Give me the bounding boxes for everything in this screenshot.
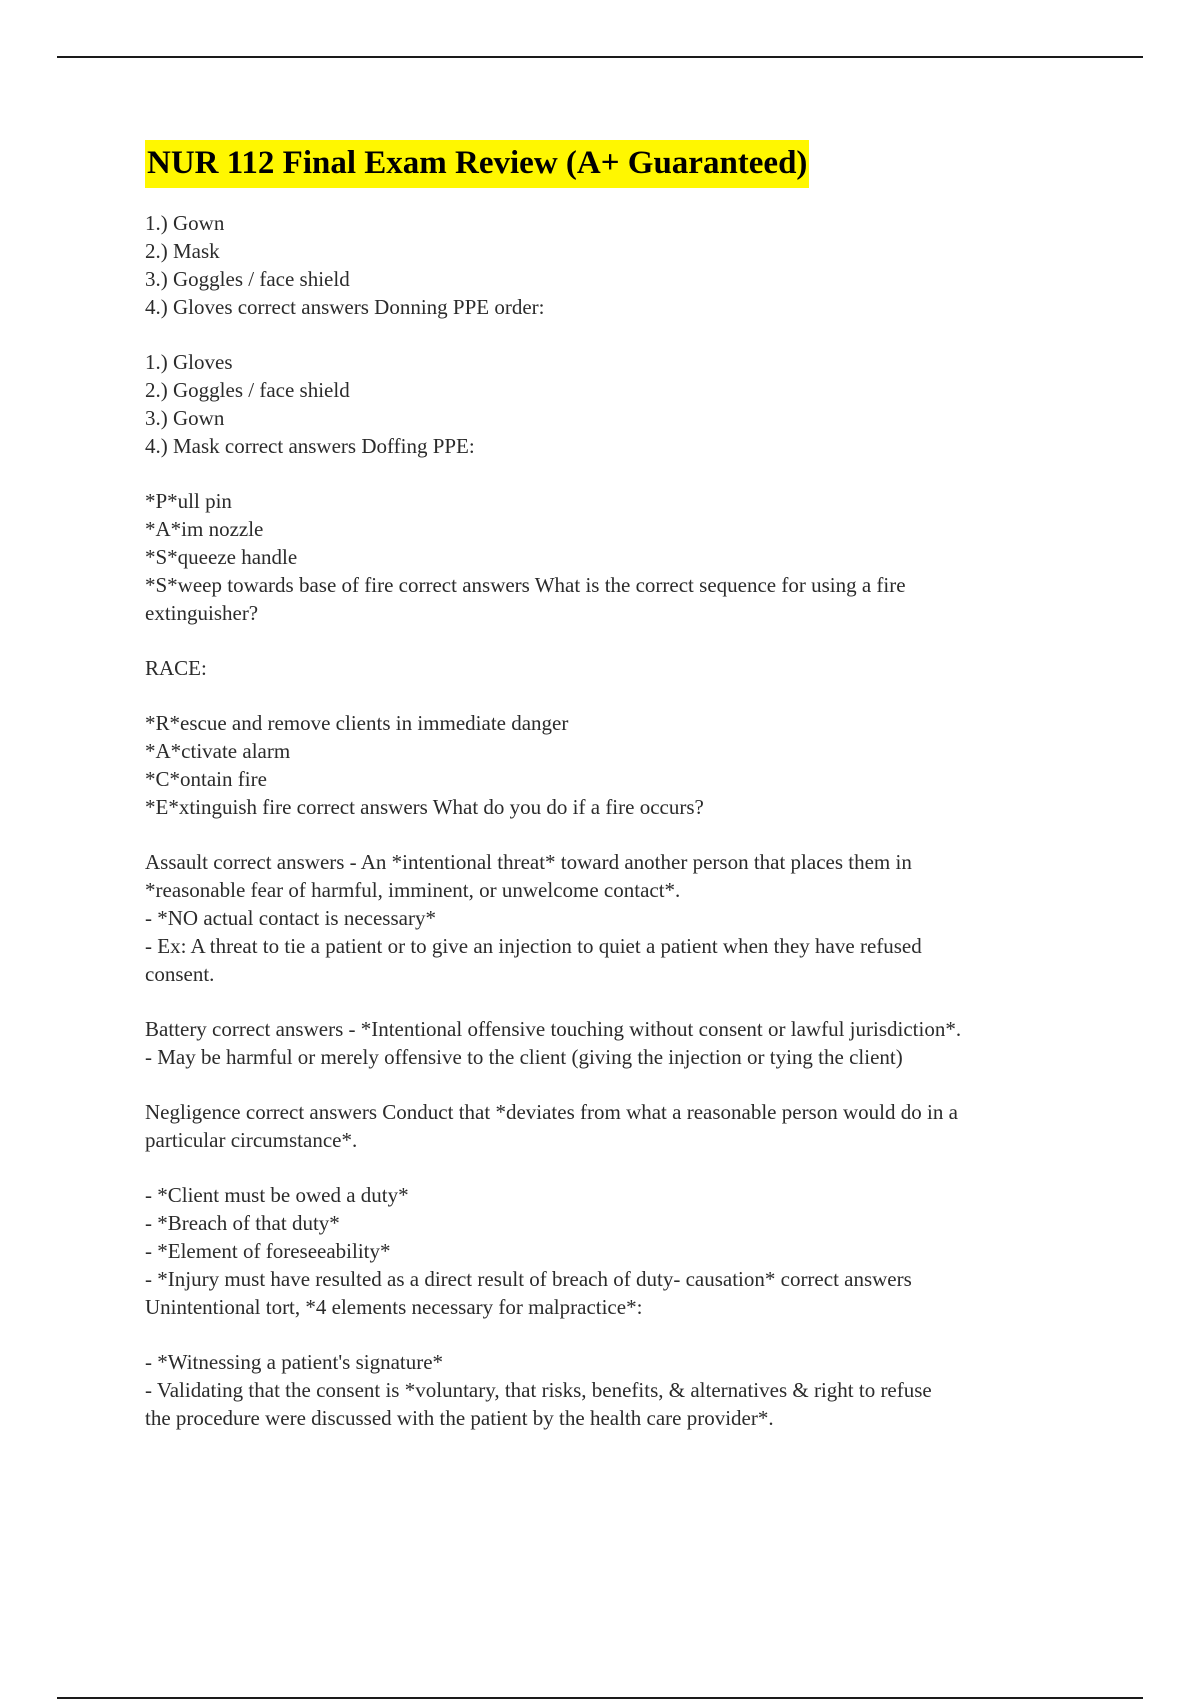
text-line: - May be harmful or merely offensive to the client (giving the injection or tying the client) [145,1045,903,1069]
race-steps-block [145,709,1095,821]
ppe-donning-block [145,209,1095,321]
text-line: *P*ull pin [145,489,232,513]
spacer [145,1321,1095,1348]
malpractice-block [145,1181,1095,1321]
document-title: NUR 112 Final Exam Review (A+ Guaranteed) [145,140,809,188]
text-line: - Ex: A threat to tie a patient or to give an injection to quiet a patient when they have refused [145,934,922,958]
spacer [145,682,1095,709]
text-line: consent. [145,962,215,986]
text-line: *reasonable fear of harmful, imminent, or unwelcome contact*. [145,878,681,902]
assault-block [145,848,1095,988]
text-line: - Validating that the consent is *voluntary, that risks, benefits, & alternatives & right to refuse [145,1378,932,1402]
text-line: - *Witnessing a patient's signature* [145,1350,444,1374]
text-line: *A*ctivate alarm [145,739,291,763]
text-line: 3.) Goggles / face shield [145,267,350,291]
text-line: 2.) Goggles / face shield [145,378,350,402]
pass-block [145,487,1095,627]
text-line: - *Element of foreseeability* [145,1239,391,1263]
text-line: - *NO actual contact is necessary* [145,906,436,930]
text-line: - *Breach of that duty* [145,1211,340,1235]
spacer [145,821,1095,848]
text-line: 3.) Gown [145,406,225,430]
spacer [145,1154,1095,1181]
race-heading-block [145,654,1095,682]
text-line: *S*weep towards base of fire correct answers What is the correct sequence for using a fire [145,573,906,597]
text-line: 4.) Mask correct answers Doffing PPE: [145,434,475,458]
spacer [145,188,1095,209]
text-line: the procedure were discussed with the patient by the health care provider*. [145,1406,774,1430]
battery-block [145,1015,1095,1071]
spacer [145,460,1095,487]
text-line: *A*im nozzle [145,517,264,541]
text-line: 4.) Gloves correct answers Donning PPE order: [145,295,545,319]
text-line: Assault correct answers - An *intentional threat* toward another person that places them in [145,850,912,874]
text-line: *R*escue and remove clients in immediate danger [145,711,569,735]
text-line: RACE: [145,656,207,680]
text-line: 1.) Gloves [145,350,233,374]
top-rule [57,56,1143,58]
text-line: extinguisher? [145,601,259,625]
bottom-rule [57,1697,1143,1699]
document-body [145,140,1095,1432]
text-line: particular circumstance*. [145,1128,358,1152]
text-line: - *Injury must have resulted as a direct result of breach of duty- causation* correct answers [145,1267,912,1291]
text-line: Battery correct answers - *Intentional offensive touching without consent or lawful jurisdiction*. [145,1017,962,1041]
spacer [145,321,1095,348]
negligence-block [145,1098,1095,1154]
spacer [145,1071,1095,1098]
text-line: *S*queeze handle [145,545,298,569]
text-line: - *Client must be owed a duty* [145,1183,409,1207]
text-line: 2.) Mask [145,239,220,263]
consent-block [145,1348,1095,1432]
spacer [145,988,1095,1015]
ppe-doffing-block [145,348,1095,460]
spacer [145,627,1095,654]
text-line: *E*xtinguish fire correct answers What do you do if a fire occurs? [145,795,704,819]
text-line: Unintentional tort, *4 elements necessary for malpractice*: [145,1295,643,1319]
text-line: 1.) Gown [145,211,225,235]
text-line: Negligence correct answers Conduct that *deviates from what a reasonable person would do in a [145,1100,958,1124]
text-line: *C*ontain fire [145,767,267,791]
